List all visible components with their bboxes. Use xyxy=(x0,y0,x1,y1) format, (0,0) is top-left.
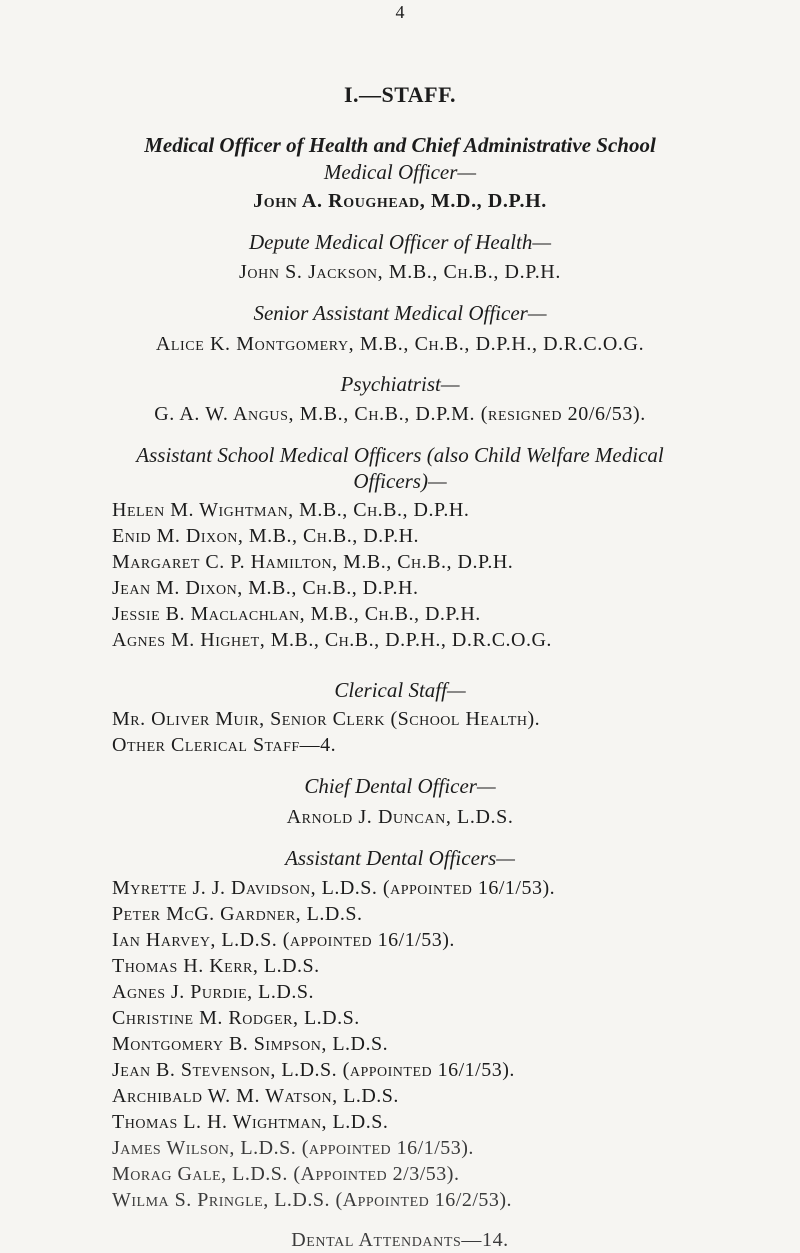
assistant-school-officer: Enid M. Dixon, M.B., Ch.B., D.P.H. xyxy=(112,525,420,547)
assistant-dental-officer: Myrette J. J. Davidson, L.D.S. (appointed 16/1/53). xyxy=(112,877,556,899)
chief-dental-name: Arnold J. Duncan, L.D.S. xyxy=(286,806,514,828)
assistant-dental-officer: Agnes J. Purdie, L.D.S. xyxy=(112,981,314,1003)
senior-assistant-title: Senior Assistant Medical Officer— xyxy=(253,301,547,325)
clerical-list xyxy=(112,706,540,758)
section-heading: I.—STAFF. xyxy=(343,82,457,107)
assistant-dental-list xyxy=(112,875,555,1213)
assistant-school-officer: Helen M. Wightman, M.B., Ch.B., D.P.H. xyxy=(112,499,470,521)
assistant-dental-officer: Jean B. Stevenson, L.D.S. (appointed 16/1/53). xyxy=(112,1059,515,1081)
assistant-dental-officer: Thomas L. H. Wightman, L.D.S. xyxy=(112,1111,389,1133)
assistant-school-officer: Jean M. Dixon, M.B., Ch.B., D.P.H. xyxy=(112,577,419,599)
page-number: 4 xyxy=(395,2,405,22)
assistant-school-officer: Margaret C. P. Hamilton, M.B., Ch.B., D.P.H. xyxy=(112,551,514,573)
psychiatrist-title: Psychiatrist— xyxy=(340,372,460,396)
assistant-school-officer: Agnes M. Highet, M.B., Ch.B., D.P.H., D.R.C.O.G. xyxy=(112,629,552,651)
assistant-dental-officer: Morag Gale, L.D.S. (Appointed 2/3/53). xyxy=(112,1163,460,1185)
moh-name: John A. Roughead, M.D., D.P.H. xyxy=(253,190,547,212)
assistant-dental-officer: James Wilson, L.D.S. (appointed 16/1/53). xyxy=(112,1137,474,1159)
assistant-dental-officer: Archibald W. M. Watson, L.D.S. xyxy=(112,1085,399,1107)
assistant-dental-officer: Christine M. Rodger, L.D.S. xyxy=(112,1007,360,1029)
assistant-dental-title: Assistant Dental Officers— xyxy=(285,846,515,870)
assistant-dental-officer: Ian Harvey, L.D.S. (appointed 16/1/53). xyxy=(112,929,455,951)
assistant-dental-officer: Peter McG. Gardner, L.D.S. xyxy=(112,903,363,925)
assistant-school-list xyxy=(112,497,552,653)
depute-title: Depute Medical Officer of Health— xyxy=(248,230,552,254)
depute-name: John S. Jackson, M.B., Ch.B., D.P.H. xyxy=(239,261,561,283)
chief-dental-title: Chief Dental Officer— xyxy=(304,774,496,798)
senior-assistant-name: Alice K. Montgomery, M.B., Ch.B., D.P.H., D.R.C.O.G. xyxy=(155,333,645,355)
moh-title-line2: Medical Officer— xyxy=(323,160,477,184)
assistant-school-title-line2: Officers)— xyxy=(353,469,447,493)
assistant-dental-officer: Montgomery B. Simpson, L.D.S. xyxy=(112,1033,389,1055)
assistant-dental-officer: Thomas H. Kerr, L.D.S. xyxy=(112,955,320,977)
clerical-line: Other Clerical Staff—4. xyxy=(112,734,337,756)
psychiatrist-name: G. A. W. Angus, M.B., Ch.B., D.P.M. (resigned 20/6/53). xyxy=(154,403,646,425)
moh-title-line1: Medical Officer of Health and Chief Administrative School xyxy=(144,133,656,157)
assistant-school-officer: Jessie B. Maclachlan, M.B., Ch.B., D.P.H. xyxy=(112,603,481,625)
assistant-dental-officer: Wilma S. Pringle, L.D.S. (Appointed 16/2/53). xyxy=(112,1189,513,1211)
dental-attendants: Dental Attendants—14. xyxy=(291,1229,509,1251)
clerical-line: Mr. Oliver Muir, Senior Clerk (School Health). xyxy=(112,708,541,730)
clerical-title: Clerical Staff— xyxy=(334,678,466,702)
assistant-school-title-line1: Assistant School Medical Officers (also Child Welfare Medical xyxy=(136,443,664,467)
